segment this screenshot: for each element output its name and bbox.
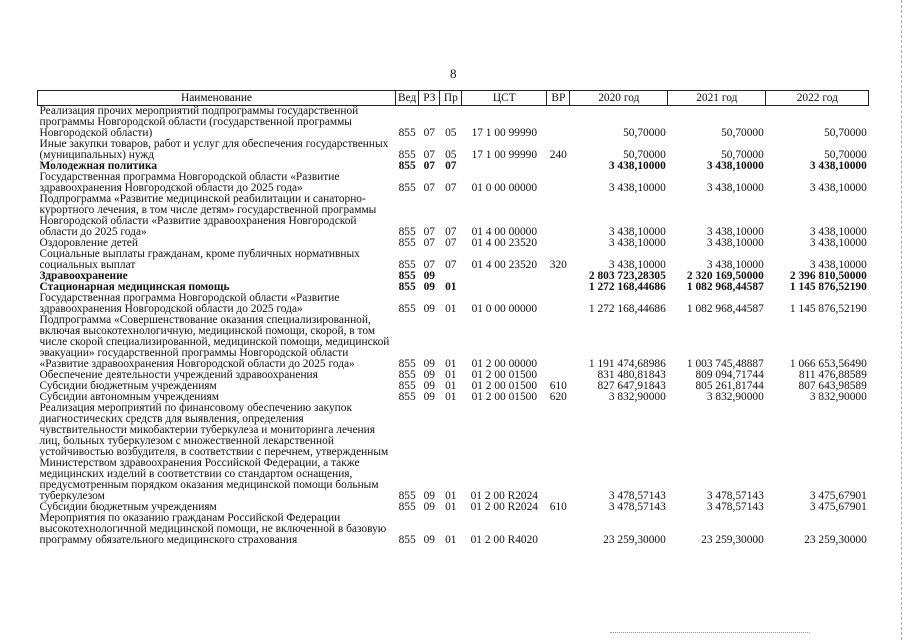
row-2022: 3 438,10000 (809, 160, 867, 172)
row-2022: 23 259,30000 (804, 534, 867, 546)
row-vr: 610 (549, 380, 567, 392)
row-ved: 855 (398, 534, 416, 546)
row-2020: 3 832,90000 (608, 391, 666, 403)
table-row (38, 139, 869, 161)
row-pr: 01 (445, 281, 457, 293)
row-cst: 01 2 00 01500 (471, 380, 538, 392)
row-vr (547, 271, 570, 282)
table-row (38, 194, 869, 238)
row-2021: 3 438,10000 (706, 160, 764, 172)
row-2021: 1 082 968,44587 (686, 303, 764, 315)
row-ved: 855 (398, 160, 416, 172)
row-2020: 1 272 168,44686 (588, 281, 666, 293)
row-ved: 855 (398, 270, 416, 282)
row-rz: 07 (423, 160, 435, 172)
row-cst: 01 2 00 00000 (471, 358, 538, 370)
row-2021: 3 478,57143 (706, 490, 764, 502)
row-rz: 07 (423, 182, 435, 194)
row-pr: 07 (445, 160, 457, 172)
row-vr (547, 282, 570, 293)
header-2021: 2021 год (668, 91, 766, 106)
row-ved: 855 (398, 303, 416, 315)
row-ved: 855 (398, 490, 416, 502)
row-2021: 1 003 745,48887 (686, 358, 764, 370)
row-pr: 07 (445, 259, 457, 271)
row-2021: 3 478,57143 (706, 501, 764, 513)
row-name: Реализация прочих мероприятий подпрограммы государственной программы Новгородской области (государственной программы Новгородской области) (39, 105, 359, 139)
row-rz: 07 (423, 259, 435, 271)
row-vr: 320 (549, 259, 567, 271)
row-cst (462, 161, 547, 172)
row-2020: 1 191 474,68986 (588, 358, 666, 370)
row-2020: 50,70000 (623, 127, 666, 139)
row-2020: 831 480,81843 (597, 369, 666, 381)
header-cst: ЦСТ (462, 91, 547, 106)
row-name: Субсидии бюджетным учреждениям (39, 380, 217, 392)
row-rz: 07 (423, 149, 435, 161)
table-body (38, 106, 869, 547)
row-pr: 07 (445, 226, 457, 238)
header-2022: 2022 год (766, 91, 869, 106)
row-rz: 09 (423, 490, 435, 502)
row-vr (547, 403, 570, 502)
row-rz: 09 (423, 369, 435, 381)
row-ved: 855 (398, 358, 416, 370)
row-rz: 09 (423, 281, 435, 293)
row-rz: 09 (423, 358, 435, 370)
row-2020: 3 478,57143 (608, 501, 666, 513)
row-name: Мероприятия по оказанию гражданам Российской Федерации высокотехнологичной медицинской помощи, не включенной в базовую программу обязательного медицинского страхования (39, 512, 387, 546)
row-ved: 855 (398, 237, 416, 249)
row-2021: 3 438,10000 (706, 237, 764, 249)
row-2022: 3 438,10000 (809, 226, 867, 238)
row-2020: 3 438,10000 (608, 259, 666, 271)
row-ved: 855 (398, 501, 416, 513)
row-name: Субсидии автономным учреждениям (39, 391, 219, 403)
row-rz: 07 (423, 127, 435, 139)
row-pr: 01 (445, 358, 457, 370)
row-2021: 809 094,71744 (695, 369, 764, 381)
table-row (38, 172, 869, 194)
row-name: Обеспечение деятельности учреждений здравоохранения (39, 369, 318, 381)
row-cst (462, 271, 547, 282)
row-ved: 855 (398, 369, 416, 381)
row-rz: 09 (423, 270, 435, 282)
row-vr (547, 238, 570, 249)
row-name: Подпрограмма «Совершенствование оказания специализированной, включая высокотехнологичную, медицинской помощи, скорой, в том числе скорой специализированной, медицинской помощи, медицинской эвакуации» государственной программы Новгородской области «Развитие здравоохранения Новгородской области до 2025 года» (39, 314, 390, 370)
row-2021: 2 320 169,50000 (686, 270, 764, 282)
row-ved: 855 (398, 127, 416, 139)
row-name: Стационарная медицинская помощь (39, 281, 230, 293)
row-pr: 01 (445, 380, 457, 392)
row-2022: 3 438,10000 (809, 237, 867, 249)
row-2022: 3 475,67901 (809, 501, 867, 513)
row-pr: 01 (445, 534, 457, 546)
row-vr (547, 106, 570, 140)
table-row (38, 513, 869, 546)
page-number: 8 (450, 66, 457, 81)
row-2022: 3 832,90000 (809, 391, 867, 403)
table-row (38, 315, 869, 370)
row-pr: 01 (445, 391, 457, 403)
row-2020: 3 438,10000 (608, 160, 666, 172)
row-pr: 01 (445, 369, 457, 381)
row-pr: 01 (445, 501, 457, 513)
row-2020: 50,70000 (623, 149, 666, 161)
row-vr (547, 194, 570, 238)
row-pr: 01 (445, 490, 457, 502)
row-name: Иные закупки товаров, работ и услуг для обеспечения государственных (муниципальных) нужд (39, 138, 389, 161)
row-vr: 610 (549, 501, 567, 513)
row-rz: 09 (423, 534, 435, 546)
row-ved: 855 (398, 259, 416, 271)
table-row (38, 106, 869, 140)
row-2022: 50,70000 (824, 149, 867, 161)
table-row (38, 403, 869, 502)
row-name: Молодежная политика (39, 160, 158, 172)
row-2020: 1 272 168,44686 (588, 303, 666, 315)
row-2020: 3 438,10000 (608, 182, 666, 194)
row-2021: 805 261,81744 (695, 380, 764, 392)
row-2021: 50,70000 (721, 149, 764, 161)
row-cst: 01 2 00 01500 (471, 369, 538, 381)
row-2022: 3 438,10000 (809, 182, 867, 194)
row-cst: 01 4 00 00000 (471, 226, 538, 238)
row-rz: 07 (423, 226, 435, 238)
row-pr: 07 (445, 237, 457, 249)
row-2021: 50,70000 (721, 127, 764, 139)
row-name: Государственная программа Новгородской области «Развитие здравоохранения Новгородской области до 2025 года» (39, 292, 340, 315)
header-name: Наименование (38, 91, 396, 106)
row-cst: 17 1 00 99990 (471, 127, 538, 139)
row-2022: 1 145 876,52190 (789, 281, 867, 293)
row-2022: 2 396 810,50000 (789, 270, 867, 282)
row-rz: 09 (423, 303, 435, 315)
row-vr (547, 161, 570, 172)
row-vr: 620 (549, 391, 567, 403)
row-2020: 2 803 723,28305 (588, 270, 666, 282)
row-cst: 01 0 00 00000 (471, 303, 538, 315)
row-pr: 01 (445, 303, 457, 315)
row-cst: 01 0 00 00000 (471, 182, 538, 194)
header-pr: Пр (440, 91, 462, 106)
row-rz: 09 (423, 391, 435, 403)
row-cst: 01 2 00 01500 (471, 391, 538, 403)
row-pr: 05 (445, 127, 457, 139)
row-2022: 50,70000 (824, 127, 867, 139)
row-vr (547, 315, 570, 370)
header-ved: Вед (396, 91, 419, 106)
row-name: Субсидии бюджетным учреждениям (39, 501, 217, 513)
row-vr (547, 172, 570, 194)
header-rz: РЗ (419, 91, 440, 106)
row-cst: 01 4 00 23520 (471, 237, 538, 249)
row-vr (547, 293, 570, 315)
row-2021: 3 832,90000 (706, 391, 764, 403)
header-2020: 2020 год (570, 91, 668, 106)
row-name: Здравоохранение (39, 270, 128, 282)
row-2022: 3 475,67901 (809, 490, 867, 502)
row-2022: 807 643,98589 (798, 380, 867, 392)
row-ved: 855 (398, 226, 416, 238)
row-cst (462, 282, 547, 293)
row-rz: 09 (423, 380, 435, 392)
row-cst: 01 2 00 R4020 (470, 534, 539, 546)
row-name: Реализация мероприятий по финансовому обеспечению закупок диагностических средств для выявления, определения чувствительности микобактерии туберкулеза и мониторинга лечения лиц, больных туберкулезом с множественной лекарственной устойчивостью возбудителя, в соответствии с перечнем, утвержденным Министерством здравоохранения Российской Федерации, а также медицинских изделий в соответствии со стандартом оснащения, предусмотренным порядком оказания медицинской помощи больным туберкулезом (39, 402, 389, 502)
row-rz: 07 (423, 237, 435, 249)
header-vr: ВР (547, 91, 570, 106)
row-2020: 3 438,10000 (608, 226, 666, 238)
row-vr (547, 513, 570, 546)
row-name: Подпрограмма «Развитие медицинской реабилитации и санаторно-курортного лечения, в том числе детям» государственной программы Новгородской области «Развитие здравоохранения Новгородской области до 2025 года» (39, 193, 377, 238)
row-ved: 855 (398, 380, 416, 392)
table-row (38, 293, 869, 315)
row-2022: 811 476,88589 (798, 369, 867, 381)
row-2020: 3 438,10000 (608, 237, 666, 249)
row-cst: 17 1 00 99990 (471, 149, 538, 161)
row-name: Государственная программа Новгородской области «Развитие здравоохранения Новгородской области до 2025 года» (39, 171, 340, 194)
signature-line (610, 632, 810, 634)
row-2022: 1 145 876,52190 (789, 303, 867, 315)
row-rz: 09 (423, 501, 435, 513)
table-header-row (38, 91, 869, 106)
budget-table (37, 90, 869, 546)
row-vr: 240 (549, 149, 567, 161)
row-cst: 01 2 00 R2024 (470, 490, 539, 502)
row-2022: 1 066 653,56490 (789, 358, 867, 370)
row-cst: 01 4 00 23520 (471, 259, 538, 271)
row-2021: 3 438,10000 (706, 259, 764, 271)
row-2020: 23 259,30000 (603, 534, 666, 546)
row-2021: 23 259,30000 (701, 534, 764, 546)
row-ved: 855 (398, 182, 416, 194)
row-name: Оздоровление детей (39, 237, 138, 249)
row-name: Социальные выплаты гражданам, кроме публичных нормативных социальных выплат (39, 248, 360, 271)
scan-edge-mark (900, 0, 902, 640)
row-2022: 3 438,10000 (809, 259, 867, 271)
row-2020: 827 647,91843 (597, 380, 666, 392)
row-ved: 855 (398, 149, 416, 161)
row-2021: 1 082 968,44587 (686, 281, 764, 293)
row-pr: 07 (445, 182, 457, 194)
row-cst: 01 2 00 R2024 (470, 501, 539, 513)
row-ved: 855 (398, 391, 416, 403)
row-ved: 855 (398, 281, 416, 293)
row-2021: 3 438,10000 (706, 182, 764, 194)
row-pr: 05 (445, 149, 457, 161)
table-row (38, 249, 869, 271)
row-2021: 3 438,10000 (706, 226, 764, 238)
row-2020: 3 478,57143 (608, 490, 666, 502)
